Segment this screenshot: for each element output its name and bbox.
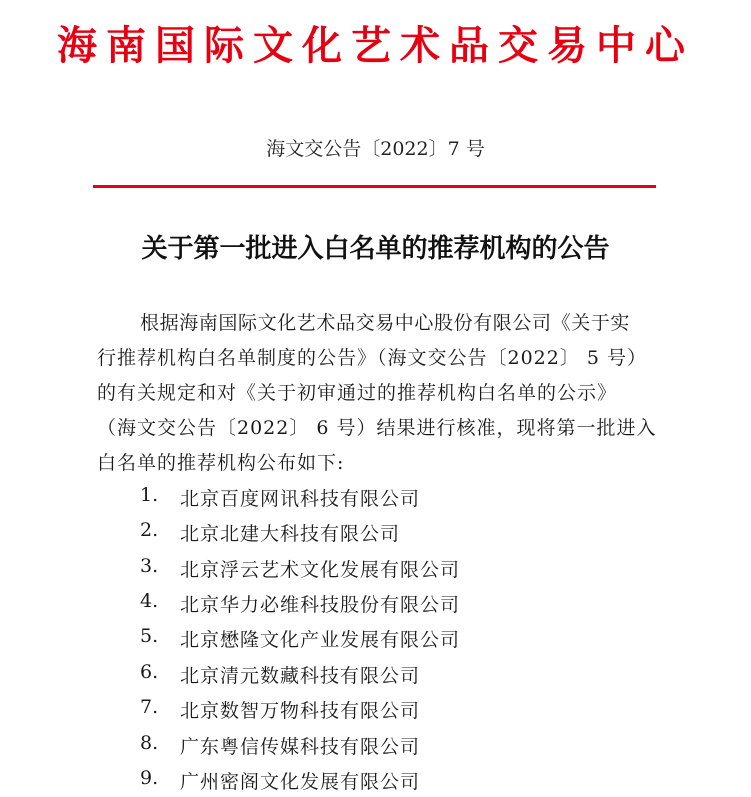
list-item-name: 广东粤信传媒科技有限公司: [180, 736, 421, 758]
body-line-2: 行推荐机构白名单制度的公告》（海文交公告〔2022〕 5 号）: [97, 347, 648, 369]
list-item-number: 7.: [140, 696, 159, 718]
body-line-4: （海文交公告〔2022〕 6 号）结果进行核准，现将第一批进入: [97, 417, 657, 439]
list-item-number: 8.: [140, 732, 159, 754]
body-line-1: 根据海南国际文化艺术品交易中心股份有限公司《关于实: [140, 312, 631, 334]
list-item-number: 5.: [140, 625, 159, 647]
list-item-name: 北京百度网讯科技有限公司: [180, 488, 421, 510]
list-item-name: 北京懋隆文化产业发展有限公司: [180, 629, 461, 651]
list-item-number: 3.: [140, 555, 159, 577]
red-divider-line: [93, 185, 656, 188]
list-item-name: 广州密阁文化发展有限公司: [180, 771, 421, 793]
list-item-number: 6.: [140, 661, 159, 683]
list-item-name: 北京清元数藏科技有限公司: [180, 665, 421, 687]
list-item-name: 北京华力必维科技股份有限公司: [180, 594, 461, 616]
list-item-name: 北京北建大科技有限公司: [180, 523, 401, 545]
org-name-header: 海南国际文化艺术品交易中心: [57, 23, 694, 69]
document-number: 海文交公告〔2022〕7 号: [266, 138, 485, 160]
body-line-3: 的有关规定和对《关于初审通过的推荐机构白名单的公示》: [97, 382, 618, 404]
list-item-number: 2.: [140, 519, 159, 541]
notice-title: 关于第一批进入白名单的推荐机构的公告: [141, 234, 610, 264]
list-item-number: 9.: [140, 767, 159, 789]
list-item-number: 4.: [140, 590, 159, 612]
list-item-name: 北京浮云艺术文化发展有限公司: [180, 559, 461, 581]
body-line-5: 白名单的推荐机构公布如下:: [97, 452, 345, 474]
list-item-name: 北京数智万物科技有限公司: [180, 700, 421, 722]
list-item-number: 1.: [140, 484, 159, 506]
